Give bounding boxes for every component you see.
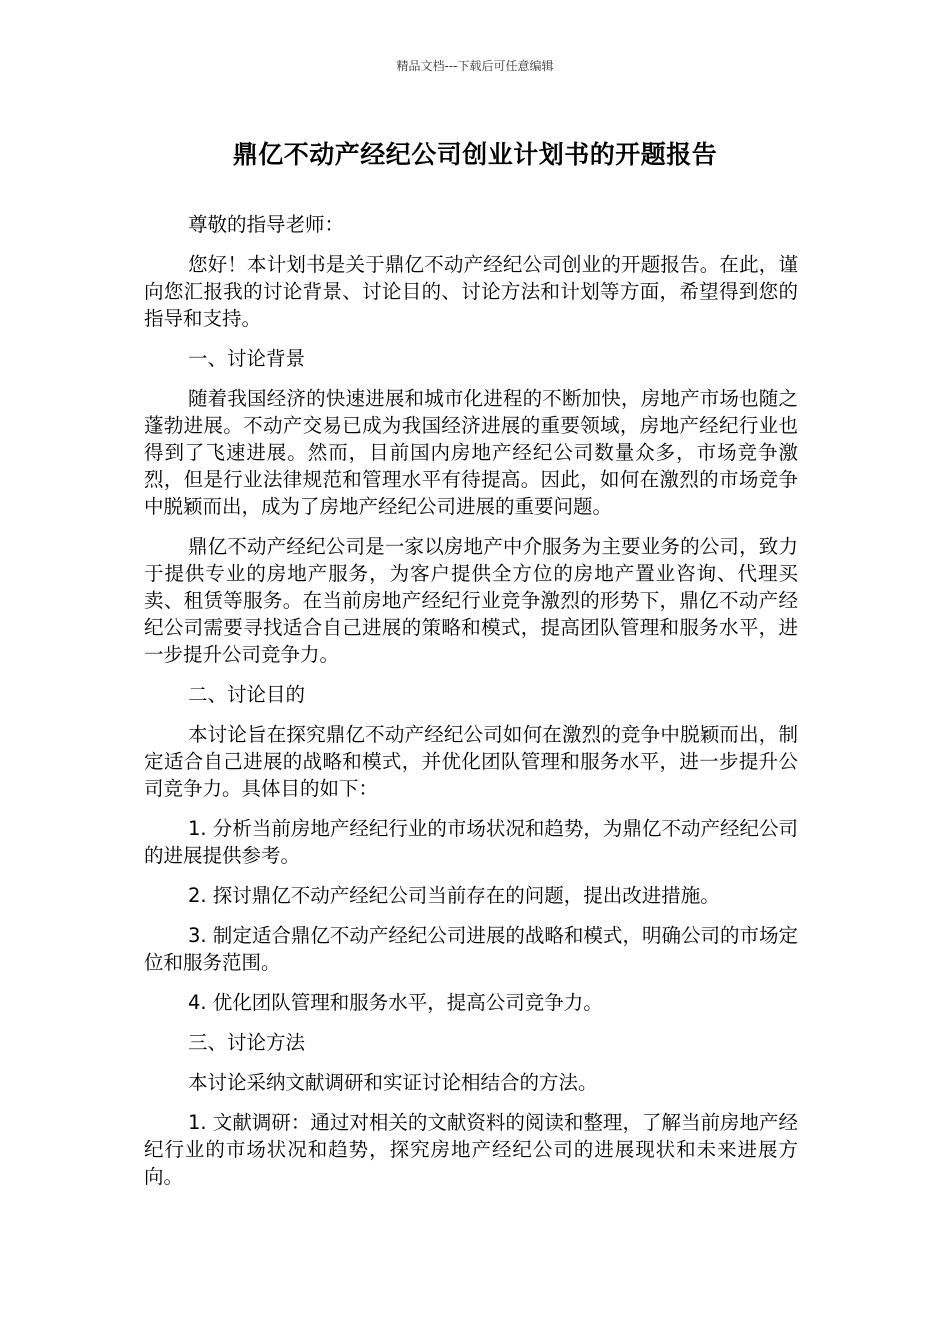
background-paragraph-1: 随着我国经济的快速进展和城市化进程的不断加快，房地产市场也随之蓬勃进展。不动产交易已成为我国经济进展的重要领域，房地产经纪行业也得到了飞速进展。然而，目前国内房地产经纪公司数量众多，市场竞争激烈，但是行业法律规范和管理水平有待提高。因此，如何在激烈的市场竞争中脱颖而出，成为了房地产经纪公司进展的重要问题。: [144, 387, 798, 518]
background-paragraph-2: 鼎亿不动产经纪公司是一家以房地产中介服务为主要业务的公司，致力于提供专业的房地产服务，为客户提供全方位的房地产置业咨询、代理买卖、租赁等服务。在当前房地产经纪行业竞争激烈的形势下，鼎亿不动产经纪公司需要寻找适合自己进展的策略和模式，提高团队管理和服务水平，进一步提升公司竞争力。: [144, 535, 798, 666]
document-body: [144, 211, 798, 1203]
section-heading-purpose: 二、讨论目的: [188, 683, 306, 706]
purpose-item-4: 4. 优化团队管理和服务水平，提高公司竞争力。: [188, 991, 603, 1014]
purpose-item-1: 1. 分析当前房地产经纪行业的市场状况和趋势，为鼎亿不动产经纪公司的进展提供参考。: [144, 817, 798, 867]
intro-paragraph: 您好！本计划书是关于鼎亿不动产经纪公司创业的开题报告。在此，谨向您汇报我的讨论背景、讨论目的、讨论方法和计划等方面，希望得到您的指导和支持。: [144, 253, 798, 330]
section-heading-background: 一、讨论背景: [188, 347, 306, 370]
purpose-item-3: 3. 制定适合鼎亿不动产经纪公司进展的战略和模式，明确公司的市场定位和服务范围。: [144, 924, 798, 974]
document-title: 鼎亿不动产经纪公司创业计划书的开题报告: [232, 140, 718, 169]
purpose-paragraph: 本讨论旨在探究鼎亿不动产经纪公司如何在激烈的竞争中脱颖而出，制定适合自己进展的战略和模式，并优化团队管理和服务水平，进一步提升公司竞争力。具体目的如下：: [144, 723, 798, 800]
method-paragraph: 本讨论采纳文献调研和实证讨论相结合的方法。: [188, 1071, 598, 1094]
section-heading-method: 三、讨论方法: [188, 1031, 306, 1054]
salutation: 尊敬的指导老师：: [188, 213, 345, 236]
page-header: 精品文档---下载后可任意编辑: [396, 59, 554, 73]
method-item-1: 1. 文献调研：通过对相关的文献资料的阅读和整理，了解当前房地产经纪行业的市场状况和趋势，探究房地产经纪公司的进展现状和未来进展方向。: [144, 1111, 798, 1188]
purpose-item-2: 2. 探讨鼎亿不动产经纪公司当前存在的问题，提出改进措施。: [188, 884, 720, 907]
